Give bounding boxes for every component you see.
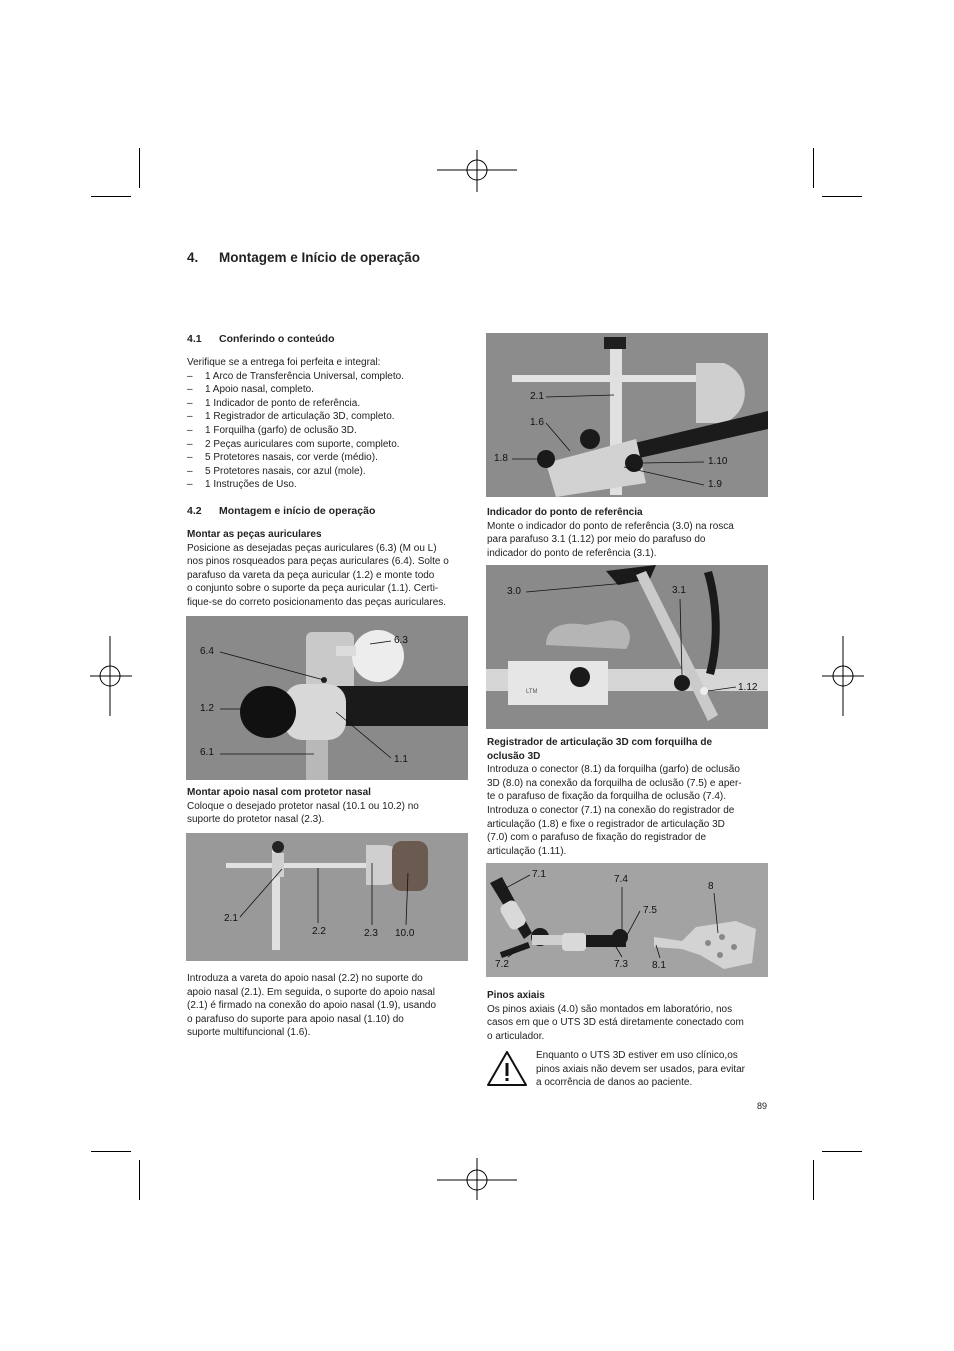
figure-label: 7.1 (532, 869, 546, 880)
crop-mark (822, 196, 862, 197)
list-item: – 2 Peças auriculares com suporte, completo. (187, 438, 467, 452)
text-line: articulação (1.11). (487, 845, 567, 857)
figure-nasal-support (186, 833, 468, 961)
ref-section (487, 506, 772, 560)
text-line: indicador do ponto de referência (3.1). (487, 547, 657, 559)
contents-block (187, 356, 467, 492)
crop-mark (813, 148, 814, 188)
leader-lines (486, 333, 768, 497)
text-line: o conjunto sobre o suporte da peça auricular (1.1). Certi- (187, 583, 439, 595)
figure-label: 1.9 (708, 479, 722, 490)
text-line: 3D (8.0) na conexão da forquilha de oclusão (7.5) e aper- (487, 777, 742, 789)
text-line: Os pinos axiais (4.0) são montados em laboratório, nos (487, 1003, 733, 1015)
text-line: suporte multifuncional (1.6). (187, 1027, 311, 1039)
list-item: – 1 Instruções de Uso. (187, 478, 467, 492)
nasal-after-text (187, 972, 472, 1040)
registration-mark-left (90, 636, 132, 716)
leader-lines (186, 616, 468, 780)
registration-mark-right (822, 636, 864, 716)
figure-label: 8 (708, 881, 714, 892)
reg-title-line: oclusão 3D (487, 750, 541, 762)
figure-label: 2.3 (364, 928, 378, 939)
reg-title-line: Registrador de articulação 3D com forquilha de (487, 737, 713, 748)
list-item: – 1 Apoio nasal, completo. (187, 383, 467, 397)
ear-title: Montar as peças auriculares (187, 529, 322, 540)
figure-label: 3.0 (507, 586, 521, 597)
ref-title: Indicador do ponto de referência (487, 507, 643, 518)
crop-mark (91, 196, 131, 197)
pins-title: Pinos axiais (487, 990, 545, 1001)
figure-label: 1.12 (738, 682, 758, 693)
figure-label: 10.0 (395, 928, 415, 939)
heading-number: 4.1 (187, 333, 202, 345)
text-line: para parafuso 3.1 (1.12) por meio do parafuso do (487, 534, 706, 546)
crop-mark (139, 148, 140, 188)
crop-mark (822, 1151, 862, 1152)
text-line: apoio nasal (2.1). Em seguida, o suporte do apoio nasal (187, 986, 435, 998)
figure-label: 1.6 (530, 417, 544, 428)
crop-mark (139, 1160, 140, 1200)
figure-label: 1.10 (708, 456, 728, 467)
heading-number: 4.2 (187, 505, 202, 517)
list-item: – 5 Protetores nasais, cor verde (médio). (187, 451, 467, 465)
figure-multi-support (486, 333, 768, 497)
heading-4-1 (187, 333, 335, 345)
heading-text: Montagem e início de operação (219, 505, 376, 517)
pins-section (487, 989, 772, 1043)
figure-label: 6.1 (200, 747, 214, 758)
figure-label: 3.1 (672, 585, 686, 596)
warning-text (536, 1049, 766, 1090)
nasal-section (187, 786, 472, 827)
text-line: Introduza o conector (8.1) da forquilha (garfo) de oclusão (487, 764, 740, 776)
figure-label: 1.2 (200, 703, 214, 714)
list-item: – 1 Indicador de ponto de referência. (187, 397, 467, 411)
figure-label: 2.1 (530, 391, 544, 402)
text-line: a ocorrência de danos ao paciente. (536, 1077, 693, 1089)
text-line: Monte o indicador do ponto de referência (3.0) na rosca (487, 520, 734, 532)
heading-text: Conferindo o conteúdo (219, 333, 335, 345)
text-line: Enquanto o UTS 3D estiver em uso clínico,os (536, 1050, 738, 1061)
figure-label: 8.1 (652, 960, 666, 971)
reg-section (487, 736, 772, 858)
contents-list (187, 370, 467, 492)
list-item: – 1 Arco de Transferência Universal, completo. (187, 370, 467, 384)
section-title: Montagem e Início de operação (219, 250, 421, 265)
registration-mark-top (437, 150, 517, 192)
leader-lines (486, 863, 768, 977)
text-line: articulação (1.8) e fixe o registrador de articulação 3D (487, 818, 725, 830)
text-line: fique-se do correto posicionamento das peças auriculares. (187, 596, 447, 608)
leader-lines (486, 565, 768, 729)
figure-label: 1.1 (394, 754, 408, 765)
text-line: (2.1) é firmado na conexão do apoio nasal (1.9), usando (187, 1000, 437, 1012)
text-line: casos em que o UTS 3D está diretamente conectado com (487, 1017, 744, 1029)
figure-label: 7.4 (614, 874, 628, 885)
figure-label: 2.2 (312, 926, 326, 937)
text-line: te o parafuso de fixação da forquilha de oclusão (7.4). (487, 791, 727, 803)
list-item: – 1 Registrador de articulação 3D, completo. (187, 410, 467, 424)
text-line: o parafuso do suporte para apoio nasal (1.10) do (187, 1013, 404, 1025)
figure-label: 2.1 (224, 913, 238, 924)
ear-section (187, 528, 472, 610)
page-number: 89 (757, 1101, 768, 1111)
text-line: suporte do protetor nasal (2.3). (187, 814, 325, 826)
figure-label: 1.8 (494, 453, 508, 464)
page-title (187, 250, 420, 265)
text-line: Posicione as desejadas peças auriculares (6.3) (M ou L) (187, 542, 437, 554)
leader-lines (186, 833, 468, 961)
text-line: parafuso da vareta da peça auricular (1.2) e monte todo (187, 569, 435, 581)
list-item: – 1 Forquilha (garfo) de oclusão 3D. (187, 424, 467, 438)
engraved-stamp: LTM (526, 689, 538, 695)
warning-icon (486, 1050, 528, 1088)
text-line: (7.0) com o parafuso de fixação do registrador de (487, 832, 707, 844)
figure-label: 7.2 (495, 959, 509, 970)
section-number: 4. (187, 250, 199, 265)
registration-mark-bottom (437, 1158, 517, 1200)
contents-intro: Verifique se a entrega foi perfeita e integral: (187, 357, 381, 368)
text-line: Introduza o conector (7.1) na conexão do registrador de (487, 804, 735, 816)
figure-label: 6.4 (200, 646, 214, 657)
figure-label: 7.3 (614, 959, 628, 970)
figure-reference-point (486, 565, 768, 729)
crop-mark (813, 1160, 814, 1200)
text-line: nos pinos rosqueados para peças auriculares (6.4). Solte o (187, 556, 449, 568)
crop-mark (91, 1151, 131, 1152)
figure-registrar (486, 863, 768, 977)
list-item: – 5 Protetores nasais, cor azul (mole). (187, 465, 467, 479)
text-line: Introduza a vareta do apoio nasal (2.2) no suporte do (187, 973, 423, 984)
text-line: Coloque o desejado protetor nasal (10.1 ou 10.2) no (187, 800, 419, 812)
text-line: o articulador. (487, 1030, 545, 1042)
figure-ear-pieces (186, 616, 468, 780)
heading-4-2 (187, 505, 375, 517)
figure-label: 6.3 (394, 635, 408, 646)
figure-label: 7.5 (643, 905, 657, 916)
text-line: pinos axiais não devem ser usados, para evitar (536, 1063, 746, 1075)
nasal-title: Montar apoio nasal com protetor nasal (187, 787, 371, 798)
